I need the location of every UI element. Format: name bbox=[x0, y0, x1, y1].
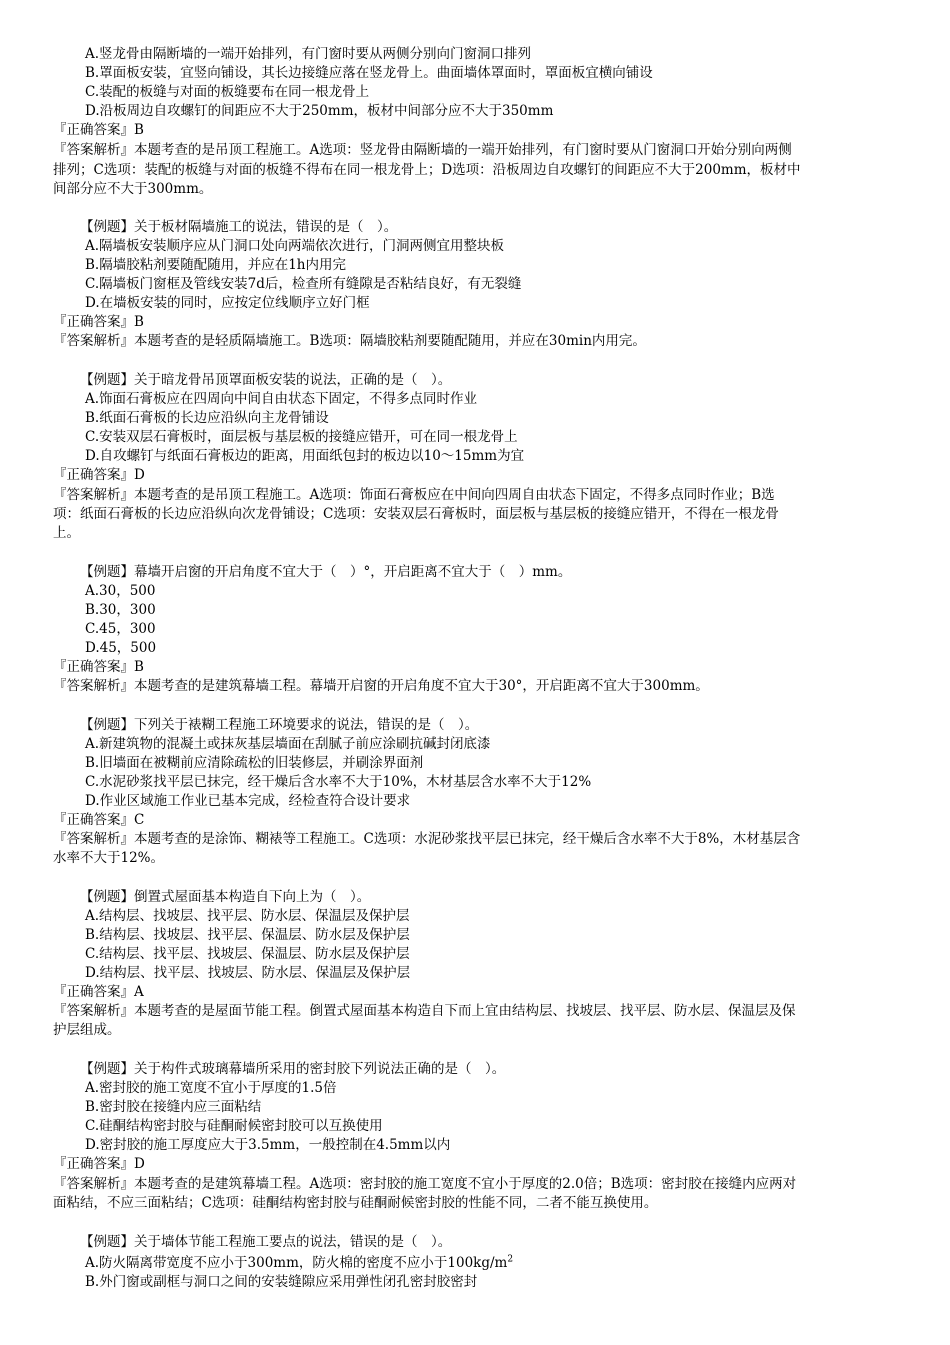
option-b: B.罩面板安装，宜竖向铺设，其长边接缝应落在竖龙骨上。曲面墙体罩面时，罩面板宜横向铺设 bbox=[85, 65, 653, 81]
question-title: 【例题】关于暗龙骨吊顶罩面板安装的说法，正确的是（ ）。 bbox=[80, 372, 452, 388]
option-b: B.旧墙面在被糊前应清除疏松的旧装修层，并刷涂界面剂 bbox=[85, 755, 424, 771]
option-d: D.密封胶的施工厚度应大于3.5mm，一般控制在4.5mm以内 bbox=[85, 1137, 451, 1153]
option-c: C.隔墙板门窗框及管线安装7d后，检查所有缝隙是否粘结良好，有无裂缝 bbox=[85, 276, 522, 292]
option-d: D.作业区域施工作业已基本完成，经检查符合设计要求 bbox=[85, 793, 411, 809]
answer-analysis: 『答案解析』本题考查的是屋面节能工程。倒置式屋面基本构造自下而上宜由结构层、找坡层、找平层、防水层、保温层及保 bbox=[53, 1003, 796, 1019]
correct-answer: 『正确答案』C bbox=[53, 812, 145, 828]
option-b: B.结构层、找坡层、找平层、保温层、防水层及保护层 bbox=[85, 927, 410, 943]
option-b: B.30，300 bbox=[85, 602, 156, 618]
answer-analysis: 『答案解析』本题考查的是吊顶工程施工。A选项：竖龙骨由隔断墙的一端开始排列，有门窗时要从门窗洞口开始分别向两侧 bbox=[53, 142, 792, 158]
option-a: A.饰面石膏板应在四周向中间自由状态下固定，不得多点同时作业 bbox=[85, 391, 478, 407]
option-c: C.结构层、找平层、找坡层、保温层、防水层及保护层 bbox=[85, 946, 410, 962]
answer-analysis: 『答案解析』本题考查的是轻质隔墙施工。B选项：隔墙胶粘剂要随配随用，并应在30min内用完。 bbox=[53, 333, 646, 349]
option-d: D.45，500 bbox=[85, 640, 157, 656]
option-c: C.水泥砂浆找平层已抹完，经干燥后含水率不大于10%，木材基层含水率不大于12% bbox=[85, 774, 592, 790]
answer-analysis: 水率不大于12%。 bbox=[53, 850, 165, 866]
question-title: 【例题】幕墙开启窗的开启角度不宜大于（ ）°，开启距离不宜大于（ ）mm。 bbox=[80, 564, 572, 580]
answer-analysis: 『答案解析』本题考查的是吊顶工程施工。A选项：饰面石膏板应在中间向四周自由状态下固定，不得多点同时作业；B选 bbox=[53, 487, 775, 503]
answer-analysis: 『答案解析』本题考查的是涂饰、糊裱等工程施工。C选项：水泥砂浆找平层已抹完，经干燥后含水率不大于8%，木材基层含 bbox=[53, 831, 801, 847]
correct-answer: 『正确答案』A bbox=[53, 984, 144, 1000]
option-b: B.纸面石膏板的长边应沿纵向主龙骨铺设 bbox=[85, 410, 329, 426]
answer-analysis: 『答案解析』本题考查的是建筑幕墙工程。幕墙开启窗的开启角度不宜大于30°，开启距离不宜大于300mm。 bbox=[53, 678, 709, 694]
option-a: A.结构层、找坡层、找平层、防水层、保温层及保护层 bbox=[85, 908, 410, 924]
correct-answer: 『正确答案』B bbox=[53, 314, 144, 330]
superscript: 2 bbox=[507, 1254, 514, 1265]
answer-analysis: 护层组成。 bbox=[53, 1022, 121, 1038]
option-a bbox=[85, 1254, 905, 1273]
option-b: B.隔墙胶粘剂要随配随用，并应在1h内用完 bbox=[85, 257, 346, 273]
option-a: A.竖龙骨由隔断墙的一端开始排列，有门窗时要从两侧分别向门窗洞口排列 bbox=[85, 46, 532, 62]
option-c: C.45，300 bbox=[85, 621, 156, 637]
option-a: A.隔墙板安装顺序应从门洞口处向两端依次进行，门洞两侧宜用整块板 bbox=[85, 238, 505, 254]
option-c: C.硅酮结构密封胶与硅酮耐候密封胶可以互换使用 bbox=[85, 1118, 383, 1134]
option-d: D.自攻螺钉与纸面石膏板边的距离，用面纸包封的板边以10～15mm为宜 bbox=[85, 448, 525, 464]
correct-answer: 『正确答案』B bbox=[53, 122, 144, 138]
question-title: 【例题】关于墙体节能工程施工要点的说法，错误的是（ ）。 bbox=[80, 1234, 452, 1250]
option-b: B.外门窗或副框与洞口之间的安装缝隙应采用弹性闭孔密封胶密封 bbox=[85, 1274, 478, 1290]
option-c: C.装配的板缝与对面的板缝要布在同一根龙骨上 bbox=[85, 84, 370, 100]
question-title: 【例题】关于构件式玻璃幕墙所采用的密封胶下列说法正确的是（ ）。 bbox=[80, 1061, 506, 1077]
option-b: B.密封胶在接缝内应三面粘结 bbox=[85, 1099, 262, 1115]
correct-answer: 『正确答案』B bbox=[53, 659, 144, 675]
option-c: C.安装双层石膏板时，面层板与基层板的接缝应错开，可在同一根龙骨上 bbox=[85, 429, 518, 445]
question-title: 【例题】倒置式屋面基本构造自下向上为（ ）。 bbox=[80, 889, 371, 905]
answer-analysis: 间部分应不大于300mm。 bbox=[53, 181, 213, 197]
question-title: 【例题】下列关于裱糊工程施工环境要求的说法，错误的是（ ）。 bbox=[80, 717, 479, 733]
option-a-text: A.防火隔离带宽度不应小于300mm，防火棉的密度不应小于100kg/m bbox=[85, 1255, 508, 1271]
correct-answer: 『正确答案』D bbox=[53, 1156, 145, 1172]
answer-analysis: 项：纸面石膏板的长边应沿纵向次龙骨铺设；C选项：安装双层石膏板时，面层板与基层板的接缝应错开，不得在一根龙骨 bbox=[53, 506, 779, 522]
question-title: 【例题】关于板材隔墙施工的说法，错误的是（ ）。 bbox=[80, 219, 398, 235]
option-d: D.沿板周边自攻螺钉的间距应不大于250mm，板材中间部分应不大于350mm bbox=[85, 103, 554, 119]
option-d: D.结构层、找平层、找坡层、防水层、保温层及保护层 bbox=[85, 965, 411, 981]
answer-analysis: 排列；C选项：装配的板缝与对面的板缝不得布在同一根龙骨上；D选项：沿板周边自攻螺钉的间距应不大于200mm，板材中 bbox=[53, 162, 801, 178]
option-a: A.新建筑物的混凝土或抹灰基层墙面在刮腻子前应涂刷抗碱封闭底漆 bbox=[85, 736, 491, 752]
answer-analysis: 『答案解析』本题考查的是建筑幕墙工程。A选项：密封胶的施工宽度不宜小于厚度的2.0倍；B选项：密封胶在接缝内应两对 bbox=[53, 1176, 797, 1192]
option-a: A.30，500 bbox=[85, 583, 156, 599]
option-a: A.密封胶的施工宽度不宜小于厚度的1.5倍 bbox=[85, 1080, 337, 1096]
answer-analysis: 上。 bbox=[53, 525, 80, 541]
correct-answer: 『正确答案』D bbox=[53, 467, 145, 483]
option-d: D.在墙板安装的同时，应按定位线顺序立好门框 bbox=[85, 295, 370, 311]
answer-analysis: 面粘结，不应三面粘结；C选项：硅酮结构密封胶与硅酮耐候密封胶的性能不同，二者不能互换使用。 bbox=[53, 1195, 658, 1211]
